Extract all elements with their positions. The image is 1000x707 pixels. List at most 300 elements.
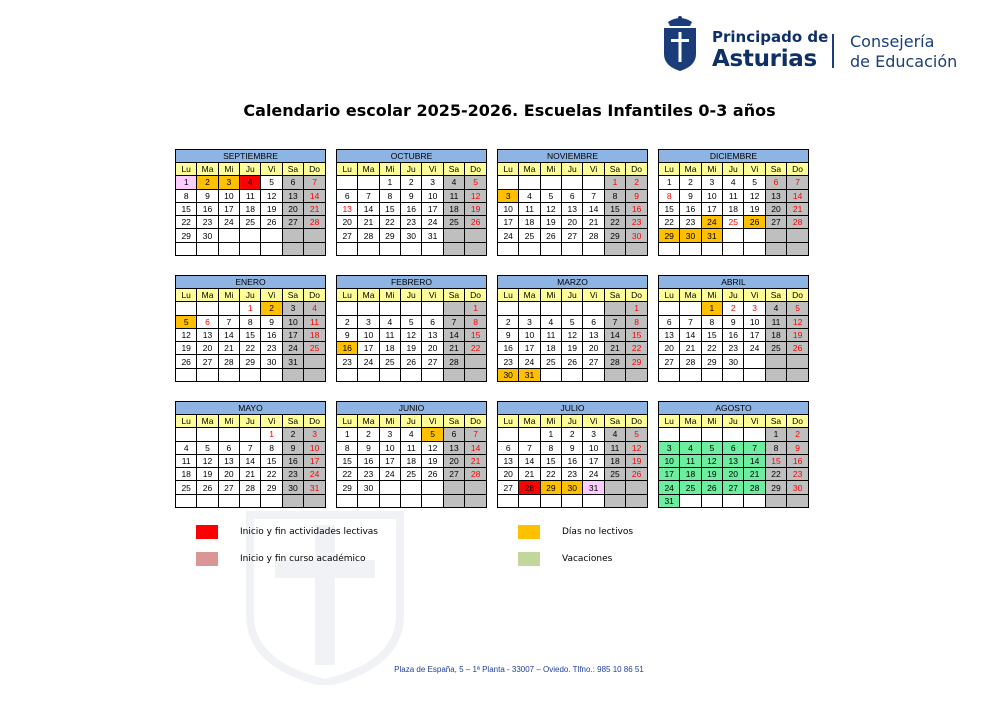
day-cell: 29	[337, 481, 358, 494]
day-cell: 9	[498, 328, 519, 341]
day-cell: 24	[744, 342, 765, 355]
empty-cell	[176, 368, 197, 381]
empty-cell	[465, 355, 487, 368]
empty-cell	[443, 494, 464, 507]
day-cell: 28	[465, 468, 487, 481]
empty-cell	[498, 242, 519, 255]
weekday-label: Vi	[744, 289, 765, 302]
weekday-label: Lu	[498, 289, 519, 302]
month-mayo	[175, 401, 326, 508]
day-cell: 5	[401, 315, 422, 328]
day-cell: 5	[261, 176, 282, 189]
day-cell: 20	[197, 342, 218, 355]
day-cell: 26	[176, 355, 197, 368]
day-cell: 25	[401, 468, 422, 481]
day-cell: 24	[358, 355, 379, 368]
day-cell: 28	[583, 229, 604, 242]
day-cell: 2	[723, 302, 744, 315]
day-cell: 20	[498, 468, 519, 481]
empty-cell	[443, 368, 464, 381]
weekday-label: Mi	[701, 415, 722, 428]
day-cell: 17	[379, 454, 400, 467]
empty-cell	[659, 242, 680, 255]
weekday-label: Do	[465, 163, 487, 176]
day-cell: 1	[604, 176, 625, 189]
empty-cell	[337, 368, 358, 381]
weekday-label: Ma	[197, 163, 218, 176]
day-cell: 27	[218, 481, 239, 494]
day-cell: 24	[304, 468, 326, 481]
day-cell: 8	[701, 315, 722, 328]
month-enero	[175, 275, 326, 382]
day-cell: 10	[422, 189, 443, 202]
empty-cell	[401, 368, 422, 381]
day-cell: 15	[765, 454, 786, 467]
day-cell: 9	[358, 441, 379, 454]
weekday-label: Sa	[765, 289, 786, 302]
day-cell: 28	[218, 355, 239, 368]
day-cell: 6	[583, 315, 604, 328]
empty-cell	[465, 481, 487, 494]
legend-label-dias-no-lectivos: Días no lectivos	[562, 527, 634, 537]
day-cell: 6	[562, 189, 583, 202]
weekday-label: Lu	[498, 415, 519, 428]
empty-cell	[282, 242, 303, 255]
day-cell: 22	[540, 468, 561, 481]
empty-cell	[379, 481, 400, 494]
empty-cell	[282, 229, 303, 242]
weekday-label: Lu	[176, 163, 197, 176]
weekday-label: Lu	[337, 163, 358, 176]
empty-cell	[701, 494, 722, 507]
weekday-label: Mi	[701, 163, 722, 176]
day-cell: 6	[723, 441, 744, 454]
weekday-label: Mi	[540, 163, 561, 176]
weekday-label: Ju	[562, 289, 583, 302]
weekday-label: Vi	[422, 163, 443, 176]
empty-cell	[562, 242, 583, 255]
day-cell: 11	[401, 441, 422, 454]
day-cell: 25	[723, 216, 744, 229]
weekday-label: Vi	[261, 289, 282, 302]
day-cell: 1	[337, 428, 358, 441]
legend-swatch-vacaciones	[518, 552, 540, 566]
empty-cell	[680, 368, 701, 381]
day-cell: 20	[659, 342, 680, 355]
empty-cell	[765, 229, 786, 242]
day-cell: 13	[337, 202, 358, 215]
day-cell: 7	[519, 441, 540, 454]
day-cell: 5	[540, 189, 561, 202]
day-cell: 18	[604, 454, 625, 467]
empty-cell	[465, 368, 487, 381]
day-cell: 8	[240, 315, 261, 328]
day-cell: 29	[540, 481, 561, 494]
day-cell: 27	[498, 481, 519, 494]
day-cell: 7	[744, 441, 765, 454]
weekday-label: Mi	[218, 289, 239, 302]
day-cell: 12	[701, 454, 722, 467]
day-cell: 9	[680, 189, 701, 202]
day-cell: 22	[604, 216, 625, 229]
day-cell: 20	[218, 468, 239, 481]
day-cell: 19	[540, 216, 561, 229]
day-cell: 9	[626, 189, 648, 202]
month-name: OCTUBRE	[337, 150, 487, 163]
weekday-label: Vi	[583, 163, 604, 176]
day-cell: 5	[787, 302, 809, 315]
day-cell: 15	[701, 328, 722, 341]
day-cell: 8	[659, 189, 680, 202]
weekday-label: Do	[304, 163, 326, 176]
day-cell: 6	[337, 189, 358, 202]
day-cell: 22	[659, 216, 680, 229]
empty-cell	[465, 229, 487, 242]
empty-cell	[358, 494, 379, 507]
empty-cell	[176, 302, 197, 315]
empty-cell	[604, 494, 625, 507]
day-cell: 15	[540, 454, 561, 467]
day-cell: 19	[261, 202, 282, 215]
day-cell: 14	[604, 328, 625, 341]
day-cell: 9	[723, 315, 744, 328]
day-cell: 11	[519, 202, 540, 215]
consejeria-line1: Consejería	[850, 32, 935, 51]
weekday-label: Ju	[240, 163, 261, 176]
weekday-label: Do	[626, 163, 648, 176]
day-cell: 5	[744, 176, 765, 189]
day-cell: 26	[701, 481, 722, 494]
weekday-label: Mi	[379, 415, 400, 428]
empty-cell	[261, 242, 282, 255]
consejeria-line2: de Educación	[850, 52, 958, 71]
day-cell: 30	[723, 355, 744, 368]
empty-cell	[540, 368, 561, 381]
day-cell: 27	[282, 216, 303, 229]
day-cell: 25	[540, 355, 561, 368]
weekday-label: Lu	[659, 163, 680, 176]
header	[660, 12, 980, 74]
day-cell: 13	[443, 441, 464, 454]
day-cell: 8	[540, 441, 561, 454]
weekday-label: Sa	[282, 163, 303, 176]
empty-cell	[379, 302, 400, 315]
weekday-label: Do	[626, 289, 648, 302]
empty-cell	[358, 242, 379, 255]
empty-cell	[443, 481, 464, 494]
day-cell: 2	[680, 176, 701, 189]
day-cell: 3	[422, 176, 443, 189]
day-cell: 9	[282, 441, 303, 454]
day-cell: 29	[765, 481, 786, 494]
day-cell: 26	[787, 342, 809, 355]
day-cell: 18	[379, 342, 400, 355]
weekday-label: Ma	[680, 289, 701, 302]
month-marzo	[497, 275, 648, 382]
legend-label-inicio-fin-curso: Inicio y fin curso académico	[240, 554, 366, 564]
empty-cell	[498, 176, 519, 189]
weekday-label: Mi	[540, 415, 561, 428]
day-cell: 7	[443, 315, 464, 328]
day-cell: 16	[723, 328, 744, 341]
weekday-label: Sa	[282, 289, 303, 302]
day-cell: 22	[261, 468, 282, 481]
day-cell: 28	[240, 481, 261, 494]
empty-cell	[304, 242, 326, 255]
day-cell: 29	[379, 229, 400, 242]
day-cell: 20	[562, 216, 583, 229]
day-cell: 27	[443, 468, 464, 481]
day-cell: 10	[304, 441, 326, 454]
weekday-label: Vi	[261, 415, 282, 428]
day-cell: 23	[498, 355, 519, 368]
day-cell: 6	[443, 428, 464, 441]
legend-swatch-inicio-fin-actividades	[196, 525, 218, 539]
day-cell: 18	[304, 328, 326, 341]
day-cell: 5	[465, 176, 487, 189]
day-cell: 30	[197, 229, 218, 242]
day-cell: 2	[401, 176, 422, 189]
empty-cell	[240, 494, 261, 507]
day-cell: 8	[261, 441, 282, 454]
weekday-label: Sa	[604, 415, 625, 428]
day-cell: 10	[498, 202, 519, 215]
day-cell: 14	[240, 454, 261, 467]
day-cell: 3	[519, 315, 540, 328]
day-cell: 4	[723, 176, 744, 189]
weekday-label: Ma	[358, 289, 379, 302]
day-cell: 17	[519, 342, 540, 355]
day-cell: 9	[787, 441, 809, 454]
day-cell: 13	[562, 202, 583, 215]
day-cell: 21	[465, 454, 487, 467]
asturias-coat-of-arms-icon	[660, 14, 700, 72]
empty-cell	[744, 242, 765, 255]
day-cell: 23	[723, 342, 744, 355]
empty-cell	[337, 242, 358, 255]
day-cell: 16	[680, 202, 701, 215]
empty-cell	[498, 302, 519, 315]
day-cell: 25	[443, 216, 464, 229]
day-cell: 11	[540, 328, 561, 341]
empty-cell	[604, 242, 625, 255]
weekday-label: Ju	[401, 415, 422, 428]
day-cell: 4	[379, 315, 400, 328]
day-cell: 7	[787, 176, 809, 189]
empty-cell	[443, 229, 464, 242]
day-cell: 6	[218, 441, 239, 454]
weekday-label: Mi	[379, 163, 400, 176]
day-cell: 21	[744, 468, 765, 481]
weekday-label: Lu	[337, 289, 358, 302]
day-cell: 14	[583, 202, 604, 215]
day-cell: 2	[562, 428, 583, 441]
weekday-label: Do	[787, 289, 809, 302]
day-cell: 5	[197, 441, 218, 454]
day-cell: 26	[465, 216, 487, 229]
empty-cell	[562, 494, 583, 507]
day-cell: 11	[304, 315, 326, 328]
day-cell: 23	[787, 468, 809, 481]
empty-cell	[680, 242, 701, 255]
day-cell: 6	[197, 315, 218, 328]
weekday-label: Ma	[519, 163, 540, 176]
day-cell: 23	[680, 216, 701, 229]
day-cell: 31	[519, 368, 540, 381]
month-name: JULIO	[498, 402, 648, 415]
empty-cell	[261, 229, 282, 242]
day-cell: 17	[701, 202, 722, 215]
day-cell: 9	[562, 441, 583, 454]
empty-cell	[519, 176, 540, 189]
empty-cell	[519, 428, 540, 441]
empty-cell	[282, 368, 303, 381]
day-cell: 14	[465, 441, 487, 454]
empty-cell	[443, 302, 464, 315]
weekday-label: Do	[465, 415, 487, 428]
day-cell: 22	[765, 468, 786, 481]
empty-cell	[583, 302, 604, 315]
day-cell: 4	[176, 441, 197, 454]
day-cell: 15	[240, 328, 261, 341]
month-name: FEBRERO	[337, 276, 487, 289]
day-cell: 29	[701, 355, 722, 368]
day-cell: 18	[680, 468, 701, 481]
empty-cell	[765, 242, 786, 255]
weekday-label: Ma	[358, 163, 379, 176]
day-cell: 13	[218, 454, 239, 467]
day-cell: 17	[583, 454, 604, 467]
weekday-label: Ma	[358, 415, 379, 428]
weekday-label: Mi	[218, 415, 239, 428]
day-cell: 21	[218, 342, 239, 355]
day-cell: 4	[240, 176, 261, 189]
day-cell: 16	[401, 202, 422, 215]
day-cell: 24	[583, 468, 604, 481]
day-cell: 28	[358, 229, 379, 242]
empty-cell	[540, 302, 561, 315]
day-cell: 9	[337, 328, 358, 341]
day-cell: 13	[583, 328, 604, 341]
day-cell: 22	[176, 216, 197, 229]
month-name: DICIEMBRE	[659, 150, 809, 163]
weekday-label: Sa	[443, 415, 464, 428]
day-cell: 20	[422, 342, 443, 355]
day-cell: 8	[337, 441, 358, 454]
month-name: ENERO	[176, 276, 326, 289]
day-cell: 12	[626, 441, 648, 454]
day-cell: 2	[626, 176, 648, 189]
day-cell: 3	[379, 428, 400, 441]
empty-cell	[240, 368, 261, 381]
day-cell: 12	[401, 328, 422, 341]
day-cell: 19	[197, 468, 218, 481]
day-cell: 23	[401, 216, 422, 229]
empty-cell	[701, 428, 722, 441]
day-cell: 11	[680, 454, 701, 467]
empty-cell	[337, 302, 358, 315]
day-cell: 29	[604, 229, 625, 242]
day-cell: 29	[176, 229, 197, 242]
page-title: Calendario escolar 2025-2026. Escuelas Infantiles 0-3 años	[243, 101, 776, 120]
empty-cell	[304, 494, 326, 507]
day-cell: 24	[422, 216, 443, 229]
day-cell: 19	[701, 468, 722, 481]
empty-cell	[583, 368, 604, 381]
day-cell: 12	[261, 189, 282, 202]
month-abril	[658, 275, 809, 382]
empty-cell	[562, 302, 583, 315]
empty-cell	[304, 368, 326, 381]
day-cell: 26	[626, 468, 648, 481]
day-cell: 25	[379, 355, 400, 368]
day-cell: 16	[626, 202, 648, 215]
month-diciembre	[658, 149, 809, 256]
day-cell: 16	[261, 328, 282, 341]
weekday-label: Lu	[176, 289, 197, 302]
weekday-label: Sa	[765, 415, 786, 428]
day-cell: 12	[465, 189, 487, 202]
day-cell: 23	[358, 468, 379, 481]
weekday-label: Lu	[337, 415, 358, 428]
day-cell: 22	[240, 342, 261, 355]
day-cell: 3	[583, 428, 604, 441]
day-cell: 3	[659, 441, 680, 454]
weekday-label: Ju	[240, 289, 261, 302]
weekday-label: Vi	[422, 289, 443, 302]
day-cell: 4	[680, 441, 701, 454]
weekday-label: Ju	[723, 415, 744, 428]
day-cell: 19	[787, 328, 809, 341]
day-cell: 12	[562, 328, 583, 341]
empty-cell	[787, 368, 809, 381]
empty-cell	[176, 242, 197, 255]
weekday-label: Vi	[744, 163, 765, 176]
day-cell: 30	[282, 481, 303, 494]
day-cell: 25	[680, 481, 701, 494]
empty-cell	[519, 494, 540, 507]
day-cell: 28	[744, 481, 765, 494]
day-cell: 7	[304, 176, 326, 189]
day-cell: 19	[176, 342, 197, 355]
weekday-label: Do	[465, 289, 487, 302]
empty-cell	[498, 494, 519, 507]
empty-cell	[723, 229, 744, 242]
day-cell: 16	[787, 454, 809, 467]
day-cell: 18	[240, 202, 261, 215]
day-cell: 16	[358, 454, 379, 467]
day-cell: 3	[744, 302, 765, 315]
day-cell: 8	[465, 315, 487, 328]
empty-cell	[465, 242, 487, 255]
day-cell: 17	[358, 342, 379, 355]
empty-cell	[680, 302, 701, 315]
day-cell: 20	[443, 454, 464, 467]
day-cell: 27	[337, 229, 358, 242]
empty-cell	[261, 494, 282, 507]
weekday-label: Vi	[583, 415, 604, 428]
day-cell: 13	[282, 189, 303, 202]
day-cell: 3	[282, 302, 303, 315]
weekday-label: Ju	[562, 163, 583, 176]
empty-cell	[540, 176, 561, 189]
day-cell: 4	[519, 189, 540, 202]
day-cell: 10	[358, 328, 379, 341]
day-cell: 27	[422, 355, 443, 368]
weekday-label: Ju	[401, 163, 422, 176]
day-cell: 30	[680, 229, 701, 242]
empty-cell	[604, 481, 625, 494]
